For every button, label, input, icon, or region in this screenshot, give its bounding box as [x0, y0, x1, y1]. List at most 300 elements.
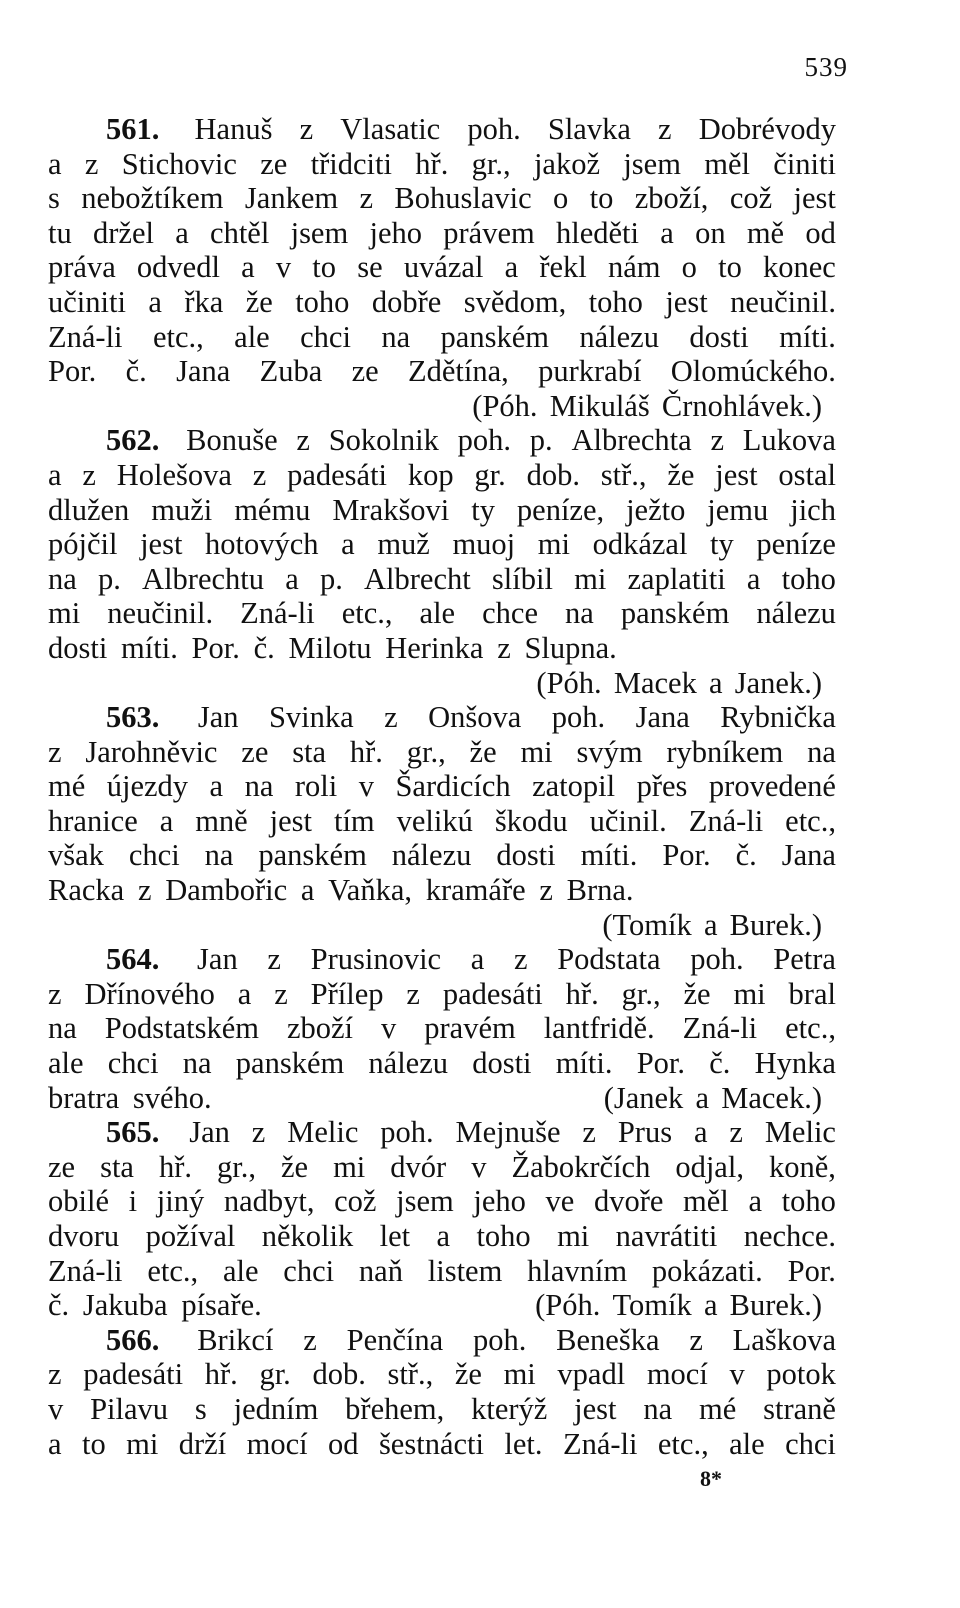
word: práva: [48, 250, 116, 285]
word: a: [237, 976, 252, 1011]
word: Mrakšovi: [332, 492, 450, 527]
text-line: [48, 735, 836, 770]
word: Melic: [764, 1115, 836, 1150]
word: mi: [126, 1426, 159, 1461]
word: (Póh.: [536, 665, 602, 700]
text-line: [48, 562, 836, 597]
word: se: [357, 250, 383, 285]
word: míti.: [580, 838, 638, 873]
word: právem: [443, 215, 535, 250]
text-line: [48, 838, 836, 873]
word: Onšova: [428, 700, 522, 735]
word: mému: [234, 492, 311, 527]
word: gr.,: [621, 976, 661, 1011]
word: to: [81, 1426, 106, 1461]
word: stř.,: [600, 457, 647, 492]
word: v: [275, 250, 292, 285]
text-line: [48, 181, 836, 216]
word: to: [589, 181, 614, 216]
word: několik: [261, 1219, 354, 1253]
word: hranice: [48, 803, 138, 838]
word: dob.: [526, 457, 580, 492]
word: Lukova: [742, 423, 836, 458]
word: Zná-li: [688, 803, 764, 838]
word: uvázal: [403, 250, 484, 285]
word: dosti: [496, 838, 556, 873]
word: mi: [333, 1149, 366, 1184]
text-line: [48, 1184, 836, 1219]
word: č.: [125, 354, 147, 389]
word: měl: [683, 1184, 729, 1219]
word: jest: [140, 527, 183, 562]
word: Zná-li: [48, 319, 123, 354]
word: listem: [427, 1253, 503, 1288]
word: jemu: [707, 492, 769, 527]
word: z: [359, 181, 374, 216]
word: a: [159, 803, 174, 838]
word: dvoře: [593, 1184, 664, 1219]
word: z: [252, 457, 267, 492]
word: Por.: [48, 354, 97, 389]
line-left-group: [48, 1288, 262, 1323]
word: etc.,: [147, 1253, 199, 1288]
word: chci: [107, 1046, 159, 1081]
word: na: [807, 734, 836, 769]
word: ze: [241, 734, 269, 769]
word: svého.: [132, 1080, 212, 1115]
word: drží: [178, 1426, 227, 1461]
word: učiniti: [48, 284, 126, 319]
text-line: [48, 423, 836, 458]
word: let: [379, 1219, 411, 1253]
word: potok: [766, 1357, 836, 1392]
text-line: [48, 493, 836, 528]
word: jest: [665, 284, 708, 319]
word: etc.,: [785, 1011, 836, 1046]
text-line: [48, 769, 836, 804]
word: a: [436, 1219, 451, 1253]
text-line: [48, 354, 836, 389]
word: odkázal: [592, 527, 688, 562]
word: ale: [729, 1426, 765, 1461]
word: a: [470, 942, 485, 977]
word: v: [381, 1011, 397, 1046]
word: Slupna.: [524, 630, 617, 665]
text-line: [48, 1115, 836, 1150]
word: však: [48, 838, 104, 873]
word: (Póh.: [535, 1288, 601, 1323]
text-line: [48, 458, 836, 493]
word: a: [48, 1426, 62, 1461]
word: míti.: [555, 1046, 613, 1081]
word: mi: [503, 1357, 536, 1392]
text-line: [48, 1254, 836, 1289]
word: Dobrévody: [698, 112, 836, 146]
word: etc.,: [785, 803, 836, 838]
word: a: [703, 907, 718, 942]
line-right-group: [535, 1288, 822, 1323]
word: dvoru: [48, 1219, 120, 1253]
word: poh.: [690, 942, 744, 977]
word: tu: [48, 215, 72, 250]
word: lantfridě.: [543, 1011, 655, 1046]
word: chci: [283, 1253, 335, 1288]
word: hleděti: [555, 215, 639, 250]
word: a: [709, 665, 723, 700]
word: jich: [790, 492, 836, 527]
word: odjal,: [675, 1149, 744, 1184]
word: Mikuláš: [549, 388, 650, 423]
word: hlavním: [527, 1253, 628, 1288]
word: nám: [607, 250, 661, 285]
word: z: [658, 112, 672, 146]
word: sta: [292, 734, 327, 769]
word: dob.: [312, 1357, 366, 1392]
word: panském: [235, 1046, 345, 1081]
word: Dambořic: [165, 873, 288, 908]
word: Petra: [773, 942, 836, 977]
word: Laškova: [732, 1322, 836, 1357]
word: jsem: [396, 1184, 454, 1219]
word: muži: [151, 492, 213, 527]
text-line: [48, 1427, 836, 1462]
word: Beneška: [556, 1322, 660, 1357]
word: poh.: [551, 700, 606, 735]
word: jest: [715, 457, 758, 492]
word: (Janek: [603, 1080, 684, 1115]
word: ty: [710, 527, 734, 562]
word: z: [384, 700, 398, 735]
word: zboží: [286, 1011, 354, 1046]
word: Tomík: [612, 1288, 692, 1323]
word: Albrechta: [571, 423, 692, 458]
word: padesáti: [83, 1357, 184, 1392]
word: od: [328, 1426, 359, 1461]
word: že: [454, 1357, 482, 1392]
text-line: [48, 631, 836, 666]
word: gr.: [259, 1357, 291, 1392]
word: Albrechtu: [142, 561, 265, 596]
word: Jana: [635, 700, 690, 735]
word: Sokolnik: [328, 423, 439, 458]
text-line: [48, 1357, 836, 1392]
word: chtěl: [210, 215, 270, 250]
word: poh.: [467, 112, 521, 146]
word: pravém: [424, 1011, 516, 1046]
word: a: [746, 561, 761, 596]
word: Hanuš: [194, 112, 273, 146]
word: v: [471, 1149, 487, 1184]
word: Por.: [787, 1253, 836, 1288]
word: Žabokrčích: [511, 1149, 651, 1184]
text-line: [48, 942, 836, 977]
word: etc.,: [341, 596, 393, 631]
word: padesáti: [287, 457, 388, 492]
word: z: [582, 1115, 596, 1150]
word: toho: [588, 284, 643, 319]
word: na: [48, 561, 77, 596]
word: na: [182, 1046, 212, 1081]
word: mi: [48, 596, 81, 631]
word: mi: [557, 1219, 590, 1253]
word: což: [729, 181, 773, 216]
word: a: [285, 561, 299, 596]
word: vpadl: [557, 1357, 626, 1392]
word: z: [267, 942, 281, 977]
word: Prus: [617, 1115, 673, 1150]
word: z: [513, 942, 528, 977]
word: na: [244, 769, 274, 804]
word: Zná-li: [48, 1253, 123, 1288]
word: č.: [709, 1046, 731, 1081]
text-line: [48, 216, 836, 251]
text-line: [48, 1288, 836, 1323]
word: Racka: [48, 873, 125, 908]
word: Burek.): [729, 907, 822, 942]
text-line: [48, 285, 836, 320]
word: zboží,: [634, 181, 709, 216]
word: hotových: [205, 527, 319, 562]
word: Brna.: [566, 873, 634, 908]
word: že: [245, 284, 273, 319]
word: učinil.: [589, 803, 667, 838]
word: Podstata: [557, 942, 661, 977]
word: chce: [482, 596, 539, 631]
word: ze: [48, 1149, 76, 1184]
word: měl: [704, 146, 750, 181]
word: gr.,: [471, 146, 511, 181]
word: Jana: [176, 354, 231, 389]
word: mocí: [246, 1426, 308, 1461]
word: držel: [93, 215, 154, 250]
word: Jan: [197, 942, 238, 977]
word: straně: [763, 1391, 836, 1426]
word: roli: [294, 769, 338, 804]
word: z: [296, 423, 310, 458]
line-left-group: [48, 1081, 212, 1116]
word: toho: [476, 1219, 531, 1253]
word: na: [48, 1011, 77, 1046]
word: koně,: [768, 1149, 836, 1184]
text-line: [48, 1046, 836, 1081]
word: z: [137, 873, 152, 908]
word: Burek.): [729, 1288, 822, 1323]
word: řekl: [539, 250, 587, 285]
word: jsem: [623, 146, 681, 181]
word: z: [299, 112, 314, 146]
word: muoj: [452, 527, 516, 562]
word: hř.: [565, 976, 599, 1011]
word: chci: [300, 319, 351, 354]
text-line: [48, 1150, 836, 1185]
word: z: [48, 734, 62, 769]
entry-number: 565.: [106, 1115, 160, 1150]
word: Šardicích: [395, 769, 511, 804]
word: a: [703, 1288, 718, 1323]
word: újezdy: [106, 769, 189, 804]
text-line: [48, 389, 836, 424]
word: konec: [763, 250, 836, 285]
word: Brikcí: [197, 1322, 274, 1357]
text-line: [48, 320, 836, 355]
word: Prusinovic: [310, 942, 442, 977]
word: poh.: [457, 423, 512, 458]
word: ale: [48, 1046, 84, 1081]
word: Vlasatic: [340, 112, 441, 146]
word: purkrabí: [538, 354, 642, 389]
word: ale: [419, 596, 456, 631]
word: mi: [574, 561, 607, 596]
entry-number: 566.: [106, 1322, 160, 1357]
word: pójčil: [48, 527, 118, 562]
word: ostal: [778, 457, 836, 492]
word: on: [695, 215, 726, 250]
word: panském: [620, 596, 730, 631]
word: Zuba: [259, 354, 323, 389]
word: z: [710, 423, 724, 458]
text-line: [48, 1219, 836, 1254]
word: to: [718, 250, 742, 285]
word: Penčína: [346, 1322, 444, 1357]
word: z: [82, 457, 96, 492]
word: panském: [440, 319, 549, 354]
word: navrátiti: [615, 1219, 718, 1253]
word: slíbil: [491, 561, 553, 596]
word: nálezu: [368, 1046, 448, 1081]
word: svým: [576, 734, 643, 769]
word: mocí: [646, 1357, 708, 1392]
word: jakož: [533, 146, 600, 181]
word: řka: [184, 284, 224, 319]
word: tím: [333, 803, 375, 838]
word: (Tomík: [602, 907, 692, 942]
word: toho: [295, 284, 350, 319]
word: nálezu: [579, 319, 659, 354]
text-line: [48, 147, 836, 182]
word: s: [194, 1391, 207, 1426]
word: jiný: [156, 1184, 205, 1219]
word: Slavka: [547, 112, 631, 146]
word: z: [729, 1115, 743, 1150]
word: Bohuslavic: [394, 181, 532, 216]
word: přes: [636, 769, 688, 804]
word: že: [683, 976, 711, 1011]
word: mé: [48, 769, 86, 804]
word: Por.: [662, 838, 711, 873]
word: hř.: [158, 1149, 193, 1184]
word: jeho: [473, 1184, 526, 1219]
word: a: [209, 769, 224, 804]
word: Zná-li: [562, 1426, 638, 1461]
word: mě: [746, 215, 785, 250]
entry-number: 562.: [106, 423, 160, 458]
word: na: [381, 319, 411, 354]
word: a: [660, 215, 674, 250]
text-line: [48, 1323, 836, 1358]
word: Jakuba: [82, 1288, 168, 1323]
word: Herinka: [385, 630, 484, 665]
word: provedené: [708, 769, 836, 804]
word: mi: [537, 527, 570, 562]
word: na: [204, 838, 234, 873]
word: škodu: [494, 803, 568, 838]
word: míti.: [779, 319, 836, 354]
word: ze: [351, 354, 379, 389]
word: ty: [471, 492, 495, 527]
word: Jana: [781, 838, 836, 873]
word: Bonuše: [186, 423, 278, 458]
word: č.: [735, 838, 757, 873]
word: Hynka: [754, 1046, 836, 1081]
word: ve: [545, 1184, 575, 1219]
text-line: [48, 700, 836, 735]
word: panském: [258, 838, 367, 873]
word: na: [643, 1391, 673, 1426]
word: s: [48, 181, 60, 216]
word: a: [48, 457, 62, 492]
word: zatopil: [532, 769, 616, 804]
body-text: [48, 112, 836, 1461]
word: a: [748, 1184, 762, 1219]
word: chci: [785, 1426, 836, 1461]
word: p.: [97, 561, 121, 596]
word: peníze: [756, 527, 836, 562]
word: Mejnuše: [455, 1115, 561, 1150]
text-line: [48, 112, 836, 147]
word: Por.: [191, 630, 240, 665]
word: požíval: [145, 1219, 236, 1253]
word: Pilavu: [90, 1391, 169, 1426]
word: (Póh.: [472, 388, 538, 423]
word: Dřínového: [84, 976, 215, 1011]
word: hř.: [415, 146, 449, 181]
word: peníze,: [516, 492, 605, 527]
word: z: [406, 976, 420, 1011]
word: mé: [699, 1391, 737, 1426]
word: dvór: [390, 1149, 447, 1184]
word: jest: [574, 1391, 617, 1426]
word: etc.,: [657, 1426, 709, 1461]
word: mi: [733, 976, 766, 1011]
word: muž: [377, 527, 430, 562]
word: Přílep: [310, 976, 384, 1011]
word: v: [48, 1391, 64, 1426]
word: že: [281, 1149, 309, 1184]
word: Holešova: [116, 457, 232, 492]
word: míti.: [121, 630, 178, 665]
word: nebožtíkem: [81, 181, 224, 216]
word: což: [334, 1184, 377, 1219]
word: činiti: [773, 146, 836, 181]
word: Stichovic: [121, 146, 237, 181]
word: let.: [504, 1426, 543, 1461]
word: Milotu: [288, 630, 372, 665]
word: svědom,: [463, 284, 567, 319]
text-line: [48, 977, 836, 1012]
word: bral: [788, 976, 836, 1011]
word: jest: [269, 803, 313, 838]
printer-signature: 8*: [700, 1466, 722, 1491]
word: v: [729, 1357, 745, 1392]
word: a: [693, 1115, 708, 1150]
word: o: [553, 181, 569, 216]
word: dosti: [472, 1046, 532, 1081]
word: Rybnička: [720, 700, 836, 735]
word: kramáře: [425, 873, 526, 908]
word: dosti: [689, 319, 749, 354]
word: Albrecht: [364, 561, 471, 596]
word: Macek.): [721, 1080, 822, 1115]
